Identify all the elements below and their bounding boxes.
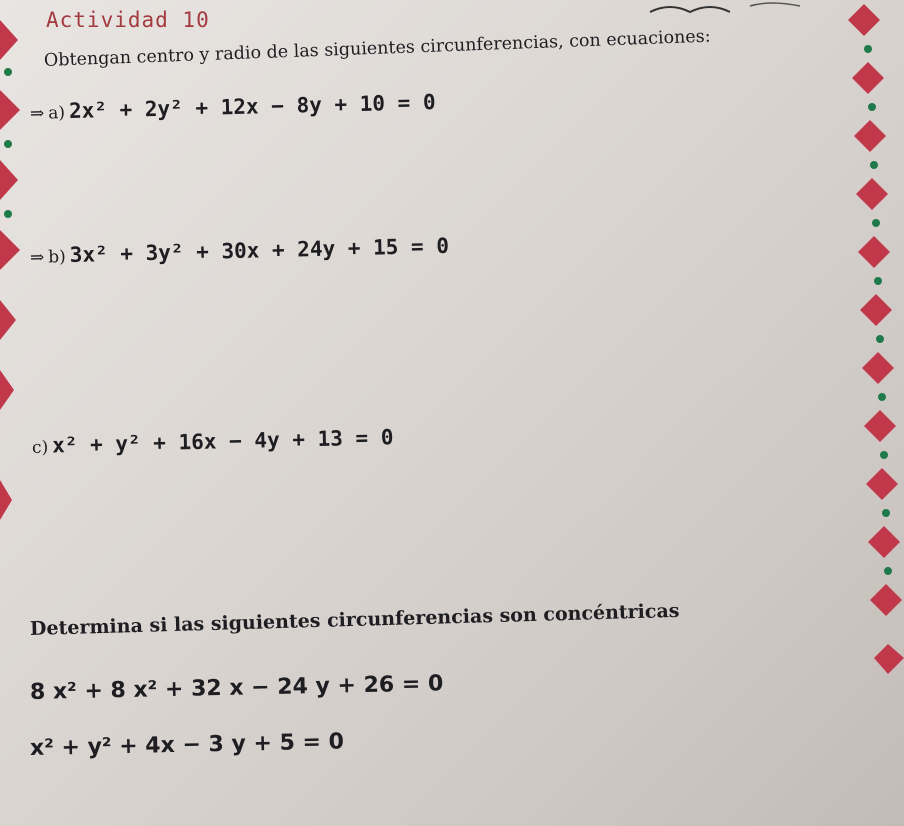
exercise-b xyxy=(30,234,450,268)
activity-title: Actividad 10 xyxy=(46,8,210,32)
exercise-a-label: a) xyxy=(48,103,66,124)
right-decorative-border xyxy=(818,0,904,826)
exercise-c-equation: x² + y² + 16x − 4y + 13 = 0 xyxy=(51,425,394,458)
exercise-b-equation: 3x² + 3y² + 30x + 24y + 15 = 0 xyxy=(69,233,450,268)
concentric-equation-2: x² + y² + 4x − 3 y + 5 = 0 xyxy=(29,729,345,761)
exercise-a xyxy=(30,90,436,124)
instruction-text: Obtengan centro y radio de las siguientes circunferencias, con ecuaciones: xyxy=(43,26,711,71)
exercise-b-label: b) xyxy=(48,247,67,268)
exercise-c xyxy=(32,425,394,458)
section-title: Determina si las siguientes circunferencias son concéntricas xyxy=(29,599,680,640)
exercise-a-equation: 2x² + 2y² + 12x − 8y + 10 = 0 xyxy=(68,90,436,124)
top-book-ornament xyxy=(640,0,810,22)
left-decorative-border xyxy=(0,0,28,826)
exercise-c-label: c) xyxy=(31,437,49,458)
arrow-mark: ⇒ xyxy=(29,247,45,268)
arrow-mark: ⇒ xyxy=(29,103,45,124)
concentric-equation-1: 8 x² + 8 x² + 32 x − 24 y + 26 = 0 xyxy=(29,671,444,705)
